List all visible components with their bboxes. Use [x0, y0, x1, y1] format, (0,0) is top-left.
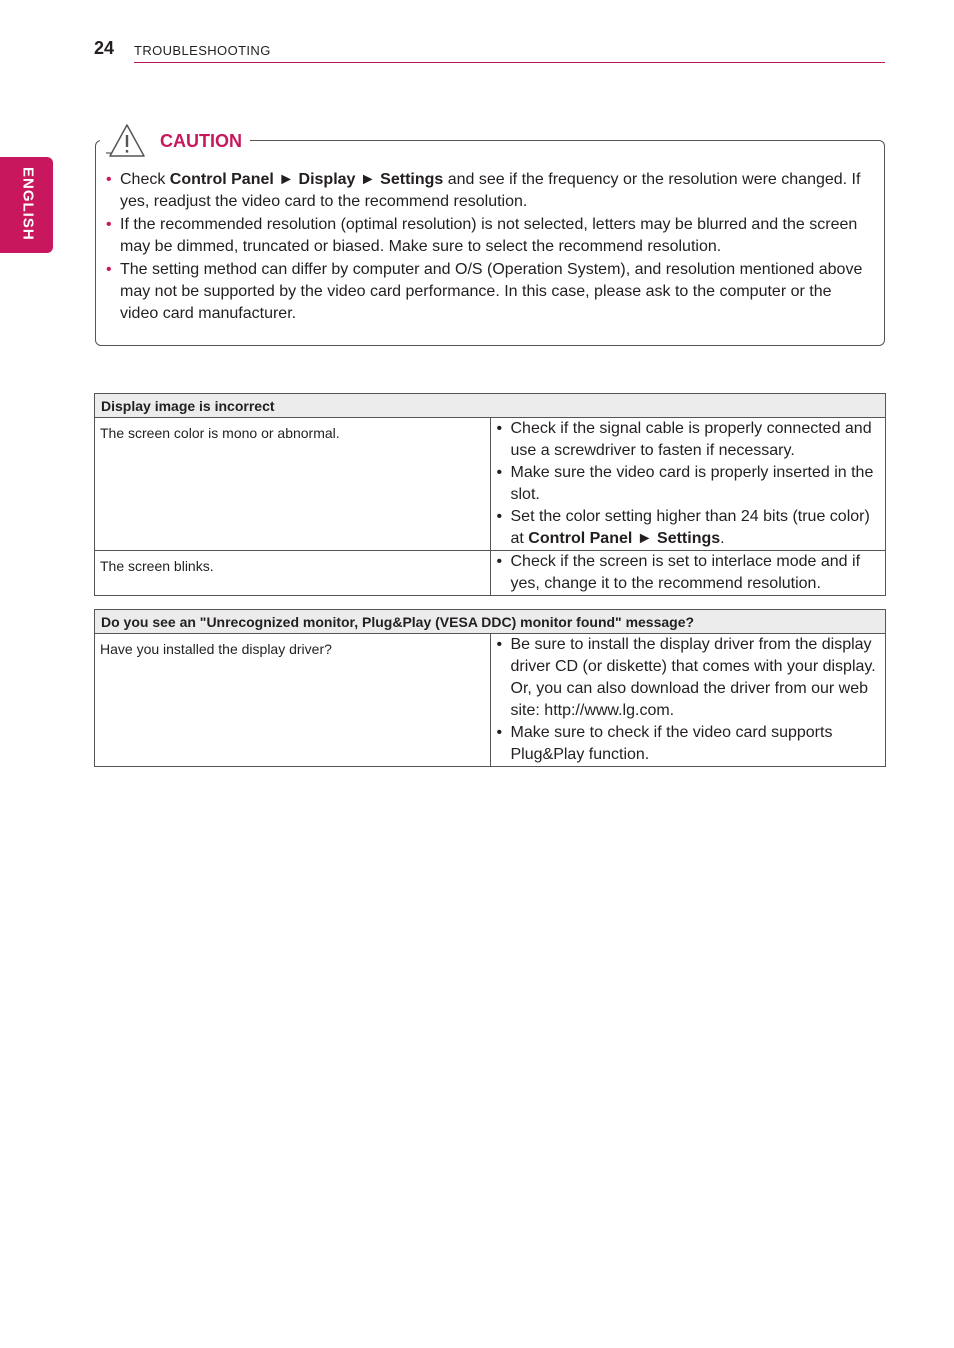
text-run: Set the color setting higher than 24 bits (true color) at [510, 508, 870, 547]
table-row [95, 551, 886, 596]
text-run: Make sure to check if the video card supports Plug&Play function. [510, 724, 833, 763]
text-run: Check [120, 171, 170, 188]
warning-triangle-icon [106, 123, 146, 159]
table-row [95, 418, 886, 551]
bold-text: Control Panel ► Settings [528, 530, 721, 547]
caution-list [104, 169, 869, 326]
solution-item [491, 418, 886, 462]
solution-cell [490, 418, 886, 551]
troubleshoot-table-unrecognized-monitor [94, 609, 886, 767]
table-header: Do you see an "Unrecognized monitor, Plug&Play (VESA DDC) monitor found" message? [95, 610, 886, 634]
text-run: The setting method can differ by computer and O/S (Operation System), and resolution mentioned above may not be supported by the video card performance. In this case, please ask to the computer or the video card manufacturer. [120, 261, 863, 322]
header-rule [134, 62, 885, 63]
solution-cell [490, 634, 886, 767]
table-header: Display image is incorrect [95, 394, 886, 418]
solution-cell [490, 551, 886, 596]
text-run: and see if the frequency or the resolution were changed. If yes, readjust the video card to the recommend resolution. [120, 171, 861, 210]
text-run: . [720, 530, 725, 547]
caution-item [104, 259, 869, 325]
page-number: 24 [94, 38, 115, 58]
caution-item [104, 214, 869, 258]
problem-cell: The screen color is mono or abnormal. [95, 418, 491, 551]
solution-item [491, 506, 886, 550]
language-tab-label: ENGLISH [19, 167, 37, 241]
text-run: Check if the signal cable is properly connected and use a screwdriver to fasten if necessary. [510, 420, 872, 459]
text-run: Check if the screen is set to interlace mode and if yes, change it to the recommend resolution. [510, 553, 861, 592]
text-run: If the recommended resolution (optimal resolution) is not selected, letters may be blurred and the screen may be dimmed, truncated or biased. Make sure to select the recommend resolution. [120, 216, 858, 255]
solution-item [491, 722, 886, 766]
language-tab [0, 157, 53, 253]
solution-list [491, 634, 886, 766]
problem-cell: Have you installed the display driver? [95, 634, 491, 767]
table-row [95, 634, 886, 767]
section-title: TROUBLESHOOTING [134, 43, 271, 58]
problem-cell: The screen blinks. [95, 551, 491, 596]
solution-list [491, 551, 886, 595]
text-run: Make sure the video card is properly inserted in the slot. [510, 464, 874, 503]
troubleshoot-table-display-image [94, 393, 886, 596]
caution-heading [100, 122, 250, 160]
caution-item [104, 169, 869, 213]
bold-text: Control Panel ► Display ► Settings [169, 171, 444, 188]
solution-item [491, 462, 886, 506]
solution-item [491, 634, 886, 722]
text-run: Be sure to install the display driver from the display driver CD (or diskette) that comes with your display. Or, you can also download the driver from our web site: http://www.lg.com. [510, 636, 876, 719]
solution-list [491, 418, 886, 550]
caution-label: CAUTION [160, 130, 242, 151]
solution-item [491, 551, 886, 595]
